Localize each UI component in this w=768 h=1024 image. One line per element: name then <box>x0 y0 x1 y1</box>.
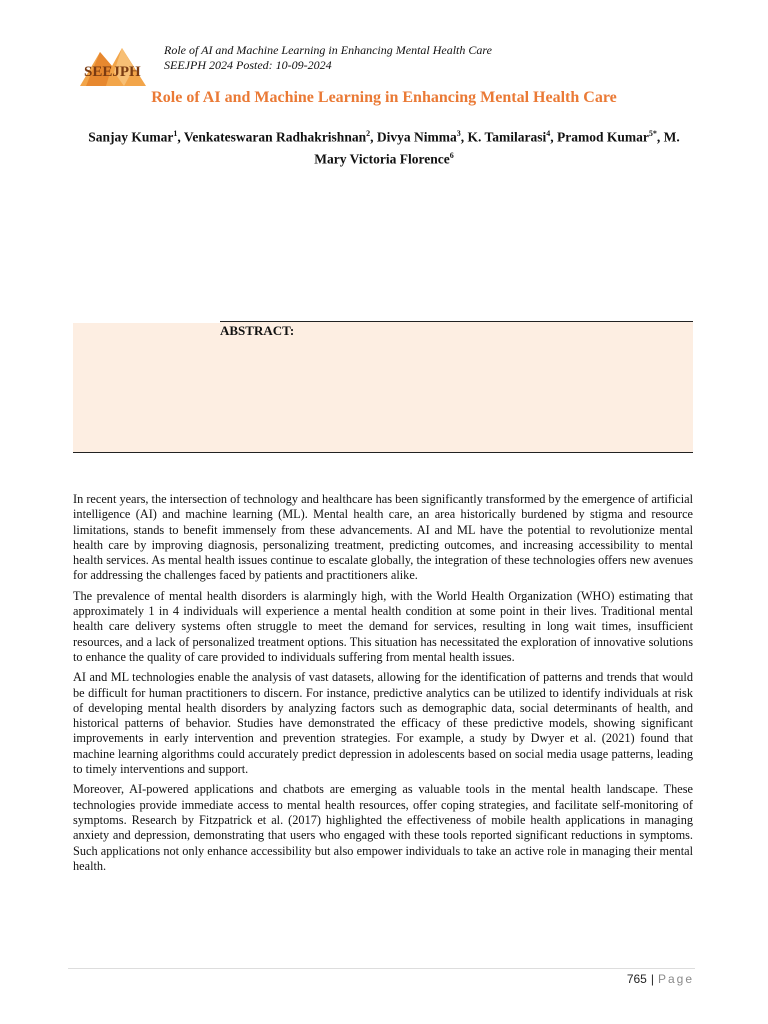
running-head <box>164 43 492 73</box>
abstract-box <box>73 321 693 453</box>
page-number: 765 <box>626 972 647 986</box>
author-separator: , <box>370 129 377 145</box>
journal-line: SEEJPH 2024 Posted: 10-09-2024 <box>164 58 332 72</box>
author-affiliation-mark: 5* <box>648 129 657 138</box>
author-name: Pramod Kumar <box>556 129 649 145</box>
author-name: Divya Nimma <box>376 129 457 145</box>
author-affiliation-mark: 1 <box>173 129 178 138</box>
journal-logo <box>78 42 148 88</box>
paragraph: AI and ML technologies enable the analysis of vast datasets, allowing for the identification of patterns and trends that would be difficult for human practitioners to discern. For instance, predictive analytics can be utilized to identify individuals at risk of developing mental health disorders by analyzing factors such as demographic data, social determinants of health, and historical patterns of behavior. Studies have demonstrated the efficacy of these predictive models, showing significant improvements in early intervention and prevention strategies. For example, a study by Dwyer et al. (2021) found that machine learning algorithms could accurately predict depression in adolescents based on social media usage patterns, leading to timely interventions and support. <box>73 670 693 777</box>
logo-text: SEEJPH <box>84 64 141 80</box>
author-list <box>80 125 688 168</box>
page-header <box>78 40 698 90</box>
author-separator: , <box>177 129 184 145</box>
page-footer <box>627 972 694 986</box>
author-name: M. Mary Victoria Florence <box>314 129 680 166</box>
footer-divider <box>68 968 695 969</box>
page-label: Page <box>657 972 694 986</box>
author-affiliation-mark: 3 <box>456 129 461 138</box>
author-separator: , <box>460 129 468 145</box>
paragraph: Moreover, AI-powered applications and chatbots are emerging as valuable tools in the mental health landscape. These technologies provide immediate access to mental health resources, offer coping strategies, and facilitate self-monitoring of symptoms. Research by Fitzpatrick et al. (2017) highlighted the effectiveness of mobile health applications in managing anxiety and depression, demonstrating that users who engaged with these tools reported significant reductions in symptoms. Such applications not only enhance accessibility but also empower individuals to take an active role in managing their mental health. <box>73 782 693 873</box>
author-affiliation-mark: 6 <box>449 150 454 160</box>
author-name: Sanjay Kumar <box>88 129 174 145</box>
paragraph: In recent years, the intersection of technology and healthcare has been significantly transformed by the emergence of artificial intelligence (AI) and machine learning (ML). Mental health care, an area historically burdened by stigma and resource limitations, stands to benefit immensely from these advancements. AI and ML have the potential to revolutionize mental health care by improving diagnosis, personalizing treatment, predicting outcomes, and increasing accessibility to mental health services. As mental health issues continue to escalate globally, the integration of these technologies offers new avenues for addressing the challenges faced by patients and practitioners alike. <box>73 492 693 583</box>
author-name: K. Tamilarasi <box>467 129 547 145</box>
author-separator: , <box>656 129 664 145</box>
author-name: Venkateswaran Radhakrishnan <box>183 129 367 145</box>
abstract-heading: ABSTRACT: <box>220 323 295 338</box>
author-separator: , <box>550 129 557 145</box>
paragraph: The prevalence of mental health disorders is alarmingly high, with the World Health Organization (WHO) estimating that approximately 1 in 4 individuals will experience a mental health condition at some point in their lives. Traditional mental health care delivery systems often struggle to meet the demand for services, resulting in long wait times, insufficient resources, and a lack of personalized treatment options. This situation has necessitated the exploration of innovative solutions to enhance the quality of care provided to individuals suffering from mental health issues. <box>73 588 693 664</box>
footer-separator: | <box>650 972 654 986</box>
author-affiliation-mark: 4 <box>546 129 551 138</box>
running-title: Role of AI and Machine Learning in Enhancing Mental Health Care <box>164 43 492 57</box>
author-affiliation-mark: 2 <box>366 129 371 138</box>
paper-title: Role of AI and Machine Learning in Enhancing Mental Health Care <box>151 89 617 106</box>
body-text <box>73 492 693 879</box>
abstract-rule-gap <box>73 321 220 323</box>
